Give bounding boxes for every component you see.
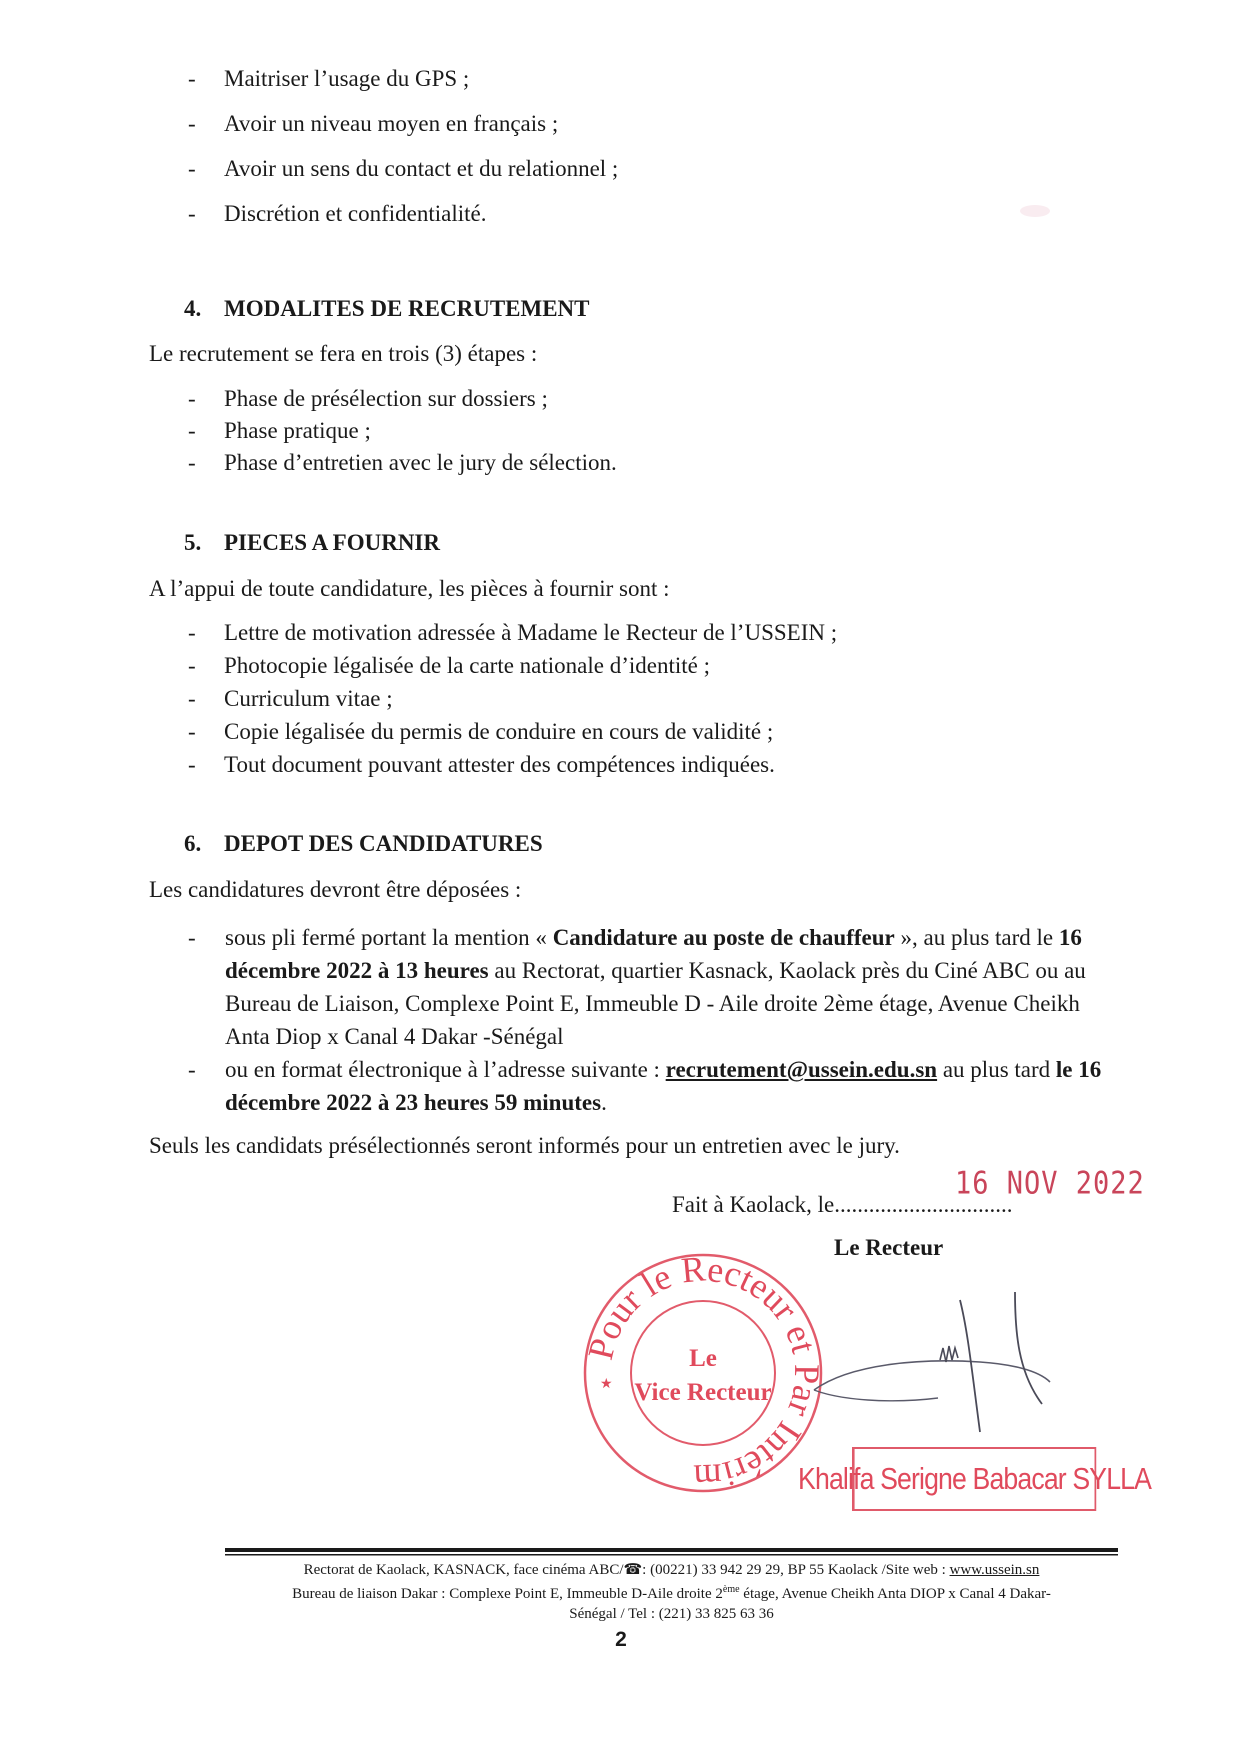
star-icon: ★ (600, 1376, 613, 1392)
signatory-title: Le Recteur (834, 1235, 944, 1260)
documents-list (184, 620, 837, 785)
footer-line: Sénégal / Tel : (221) 33 825 63 36 (569, 1606, 774, 1622)
list-item: - ou en format électronique à l’adresse suivante : recrutement@ussein.edu.sn au plus tard le 16 décembre 2022 à 23 heures 59 minutes. (188, 1057, 1102, 1115)
list-item: - Curriculum vitae ; (188, 686, 393, 711)
section-intro: A l’appui de toute candidature, les pièces à fournir sont : (149, 576, 670, 601)
scan-mark (1020, 205, 1050, 217)
list-item: - Phase de présélection sur dossiers ; (188, 386, 548, 411)
email-link[interactable]: recrutement@ussein.edu.sn (665, 1057, 938, 1082)
handwritten-signature (810, 1292, 1070, 1442)
list-item: - Avoir un niveau moyen en français ; (188, 111, 559, 136)
list-item: - Copie légalisée du permis de conduire en cours de validité ; (188, 719, 774, 744)
list-item: - Discrétion et confidentialité. (188, 201, 487, 226)
section-heading-modalites: 4. MODALITES DE RECRUTEMENT (184, 296, 590, 321)
stamp-ring-text: Pour le Recteur et Par Intérim (580, 1248, 828, 1498)
recruitment-steps-list (184, 386, 617, 482)
footer-divider (225, 1548, 1118, 1556)
page-number: 2 (615, 1628, 627, 1651)
official-stamp (578, 1248, 828, 1498)
stamp-center-line1: Le (689, 1345, 717, 1372)
date-stamp: 16 NOV 2022 (955, 1165, 1145, 1202)
website-link[interactable]: www.ussein.sn (949, 1562, 1040, 1578)
section-heading-pieces: 5. PIECES A FOURNIR (184, 530, 440, 555)
section-intro: Le recrutement se fera en trois (3) étapes : (149, 341, 538, 366)
list-item: - Phase d’entretien avec le jury de sélection. (188, 450, 617, 475)
list-item: - sous pli fermé portant la mention « Candidature au poste de chauffeur », au plus tard le 16 décembre 2022 à 13 heures au Rectorat, quartier Kasnack, Kaolack près du Ciné ABC ou au Bureau de Liaison, Complexe Point E, Immeuble D - Aile droite 2ème étage, Avenue Cheikh Anta Diop x Canal 4 Dakar -Sénégal (188, 925, 1086, 1049)
requirements-list (184, 66, 618, 246)
section-intro: Les candidatures devront être déposées : (149, 877, 522, 902)
list-item: - Lettre de motivation adressée à Madame le Recteur de l’USSEIN ; (188, 620, 838, 645)
list-item: - Phase pratique ; (188, 418, 371, 443)
stamp-center-line2: Vice Recteur (634, 1379, 772, 1406)
closing-note: Seuls les candidats présélectionnés seront informés pour un entretien avec le jury. (149, 1133, 900, 1158)
footer-address (225, 1560, 1118, 1624)
footer-line: Bureau de liaison Dakar : Complexe Point E, Immeuble D-Aile droite 2ème étage, Avenue Cheikh Anta DIOP x Canal 4 Dakar- (292, 1584, 1051, 1602)
name-stamp: Khalifa Serigne Babacar SYLLA (852, 1447, 1096, 1511)
list-item: - Tout document pouvant attester des compétences indiquées. (188, 752, 775, 777)
list-item: - Avoir un sens du contact et du relationnel ; (188, 156, 619, 181)
section-heading-depot: 6. DEPOT DES CANDIDATURES (184, 831, 543, 856)
list-item: - Maitriser l’usage du GPS ; (188, 66, 470, 91)
footer-line: Rectorat de Kaolack, KASNACK, face cinéma ABC/☎: (00221) 33 942 29 29, BP 55 Kaolack /Site web : www.ussein.sn (303, 1562, 1040, 1578)
list-item: - Photocopie légalisée de la carte nationale d’identité ; (188, 653, 710, 678)
place-date-line: Fait à Kaolack, le............................... (672, 1192, 1013, 1217)
submission-list (184, 921, 1124, 1119)
